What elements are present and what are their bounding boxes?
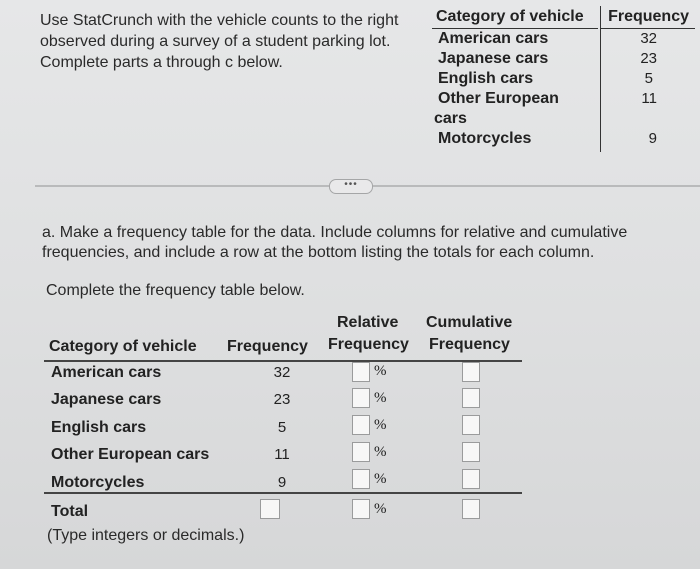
- part-a-prompt: a. Make a frequency table for the data. Include columns for relative and cumulative frequencies, and include a row at the bottom listing the totals for each column.: [42, 224, 628, 261]
- cumulative-frequency-input[interactable]: [462, 388, 480, 408]
- total-rule: [44, 492, 522, 494]
- data-category-cell: Other European: [438, 90, 559, 107]
- total-frequency-input[interactable]: [260, 499, 280, 519]
- data-category-cell: cars: [434, 110, 467, 127]
- category-header: Category of vehicle: [49, 338, 197, 355]
- data-category-cell: Motorcycles: [438, 130, 532, 147]
- frequency-header: Frequency: [601, 6, 695, 29]
- category-header: Category of vehicle: [432, 6, 598, 29]
- total-relative-frequency-input[interactable]: [352, 499, 370, 519]
- expand-more-button[interactable]: •••: [329, 179, 373, 194]
- frequency-header: Frequency: [227, 338, 308, 355]
- row-frequency: 32: [273, 364, 291, 381]
- answer-format-note: (Type integers or decimals.): [47, 527, 245, 544]
- data-frequency-cell: 9: [648, 130, 657, 147]
- data-frequency-cell: 11: [641, 90, 657, 107]
- relative-header-bottom: Frequency: [328, 336, 409, 353]
- relative-frequency-input[interactable]: [352, 469, 370, 489]
- total-label: Total: [51, 503, 89, 520]
- relative-frequency-input[interactable]: [352, 442, 370, 462]
- relative-header-top: Relative: [337, 314, 399, 331]
- cumulative-frequency-input[interactable]: [462, 415, 480, 435]
- row-frequency: 23: [273, 391, 291, 408]
- row-category: Japanese cars: [51, 391, 162, 408]
- data-frequency-cell: [601, 109, 695, 129]
- cumulative-frequency-input[interactable]: [462, 469, 480, 489]
- row-category: English cars: [51, 419, 147, 436]
- data-category-cell: American cars: [438, 30, 549, 47]
- row-frequency: 11: [274, 446, 290, 463]
- intro-text: Use StatCrunch with the vehicle counts to the right observed during a survey of a student parking lot. Complete parts a through c below.: [40, 12, 399, 71]
- cumulative-frequency-input[interactable]: [462, 362, 480, 382]
- cumulative-frequency-input[interactable]: [462, 442, 480, 462]
- cumulative-header-bottom: Frequency: [429, 336, 510, 353]
- data-frequency-cell: 23: [640, 50, 657, 67]
- percent-sign: %: [374, 501, 387, 517]
- percent-sign: %: [374, 471, 387, 487]
- percent-sign: %: [374, 390, 387, 406]
- frequency-table: [44, 312, 524, 524]
- row-frequency: 5: [277, 419, 287, 436]
- data-category-cell: Japanese cars: [438, 50, 549, 67]
- percent-sign: %: [374, 363, 387, 379]
- row-frequency: 9: [277, 474, 287, 491]
- cumulative-header-top: Cumulative: [426, 314, 513, 331]
- vehicle-data-table: [432, 6, 694, 152]
- category-column: [432, 6, 598, 149]
- total-cumulative-frequency-input[interactable]: [462, 499, 480, 519]
- data-frequency-cell: 32: [640, 30, 657, 47]
- percent-sign: %: [374, 417, 387, 433]
- data-frequency-cell: 5: [644, 70, 653, 87]
- instruction-text: Complete the frequency table below.: [46, 282, 305, 299]
- frequency-column: [600, 6, 695, 152]
- relative-frequency-input[interactable]: [352, 362, 370, 382]
- row-category: Other European cars: [51, 446, 210, 463]
- percent-sign: %: [374, 444, 387, 460]
- relative-frequency-input[interactable]: [352, 415, 370, 435]
- row-category: American cars: [51, 364, 162, 381]
- row-category: Motorcycles: [51, 474, 145, 491]
- data-category-cell: English cars: [438, 70, 534, 87]
- relative-frequency-input[interactable]: [352, 388, 370, 408]
